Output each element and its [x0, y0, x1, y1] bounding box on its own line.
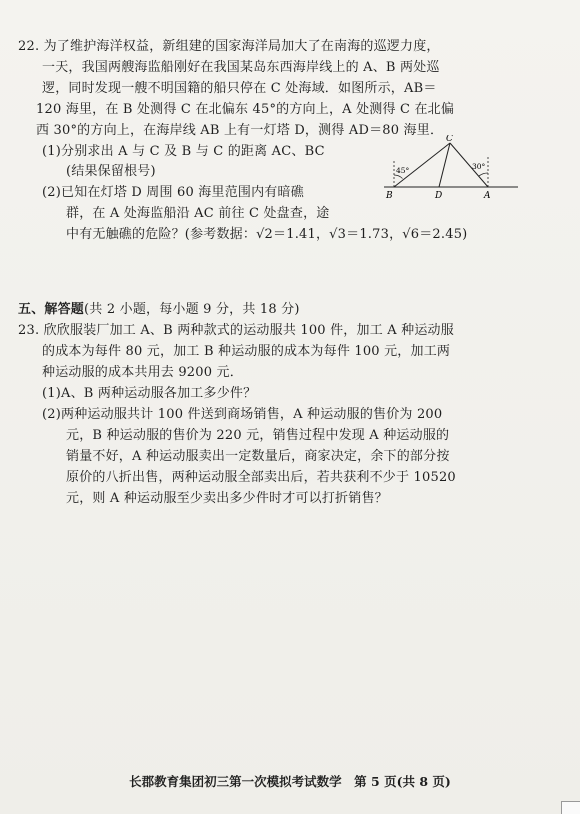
- page-corner-tab: [561, 801, 580, 814]
- triangle-diagram: [380, 135, 520, 205]
- q23-line-3: 种运动服的成本共用去 9200 元．: [42, 365, 243, 380]
- q22-part-2-line-3: 中有无触礁的危险？(参考数据：√2＝1.41，√3＝1.73，√6＝2.45): [66, 227, 468, 242]
- q22-line-5: 西 30°的方向上，在海岸线 AB 上有一灯塔 D，测得 AD＝80 海里．: [36, 123, 444, 138]
- q23-part-2-line-3: 销量不好，A 种运动服卖出一定数量后，商家决定，余下的部分按: [66, 449, 450, 464]
- q22-part-1: (1)分别求出 A 与 C 及 B 与 C 的距离 AC、BC: [42, 144, 325, 159]
- q23-part-2-line-5: 元，则 A 种运动服至少卖出多少件时才可以打折销售？: [66, 491, 388, 506]
- q23-part-2: (2)两种运动服共计 100 件送到商场销售，A 种运动服的售价为 200: [42, 407, 443, 422]
- section-heading: [18, 301, 300, 318]
- angle-label-a: 30°: [472, 162, 486, 171]
- q23-part-2-line-2: 元，B 种运动服的售价为 220 元，销售过程中发现 A 种运动服的: [66, 428, 450, 443]
- q23-line-2: 的成本为每件 80 元，加工 B 种运动服的成本为每件 100 元，加工两: [42, 344, 451, 359]
- angle-arc-b: [394, 175, 403, 179]
- q22-part-2-line-2: 群，在 A 处海监船沿 AC 前往 C 处盘查，途: [66, 206, 330, 221]
- q22-part-1-note: (结果保留根号): [66, 164, 156, 179]
- q22-line-3: 逻，同时发现一艘不明国籍的船只停在 C 处海域．如图所示，AB＝: [42, 81, 437, 96]
- label-d: D: [435, 191, 443, 201]
- angle-label-b: 45°: [396, 166, 410, 175]
- label-b: B: [386, 191, 393, 201]
- section-title: 五、解答题: [18, 302, 85, 317]
- page-footer: 长郡教育集团初三第一次模拟考试数学 第 5 页(共 8 页): [129, 774, 451, 789]
- label-c: C: [446, 135, 453, 144]
- q22-line-2: 一天，我国两艘海监船刚好在我国某岛东西海岸线上的 A、B 两处巡: [42, 60, 440, 75]
- q22-part-2: (2)已知在灯塔 D 周围 60 海里范围内有暗礁: [42, 185, 304, 200]
- side-bc: [394, 143, 450, 187]
- q22-line-4: 120 海里，在 B 处测得 C 在北偏东 45°的方向上，A 处测得 C 在北偏: [36, 102, 455, 117]
- angle-arc-a: [479, 173, 488, 176]
- label-a: A: [484, 191, 491, 201]
- q23-part-1: (1)A、B 两种运动服各加工多少件？: [42, 386, 257, 401]
- q23-line-1: 23. 欣欣服装厂加工 A、B 两种款式的运动服共 100 件，加工 A 种运动服: [18, 323, 454, 338]
- q22-line-1: 22. 为了维护海洋权益，新组建的国家海洋局加大了在南海的巡逻力度，: [18, 39, 440, 54]
- q23-part-2-line-4: 原价的八折出售，两种运动服全部卖出后，若共获利不少于 10520: [66, 470, 456, 485]
- section-note: (共 2 小题，每小题 9 分，共 18 分): [84, 302, 300, 317]
- side-cd: [439, 143, 450, 187]
